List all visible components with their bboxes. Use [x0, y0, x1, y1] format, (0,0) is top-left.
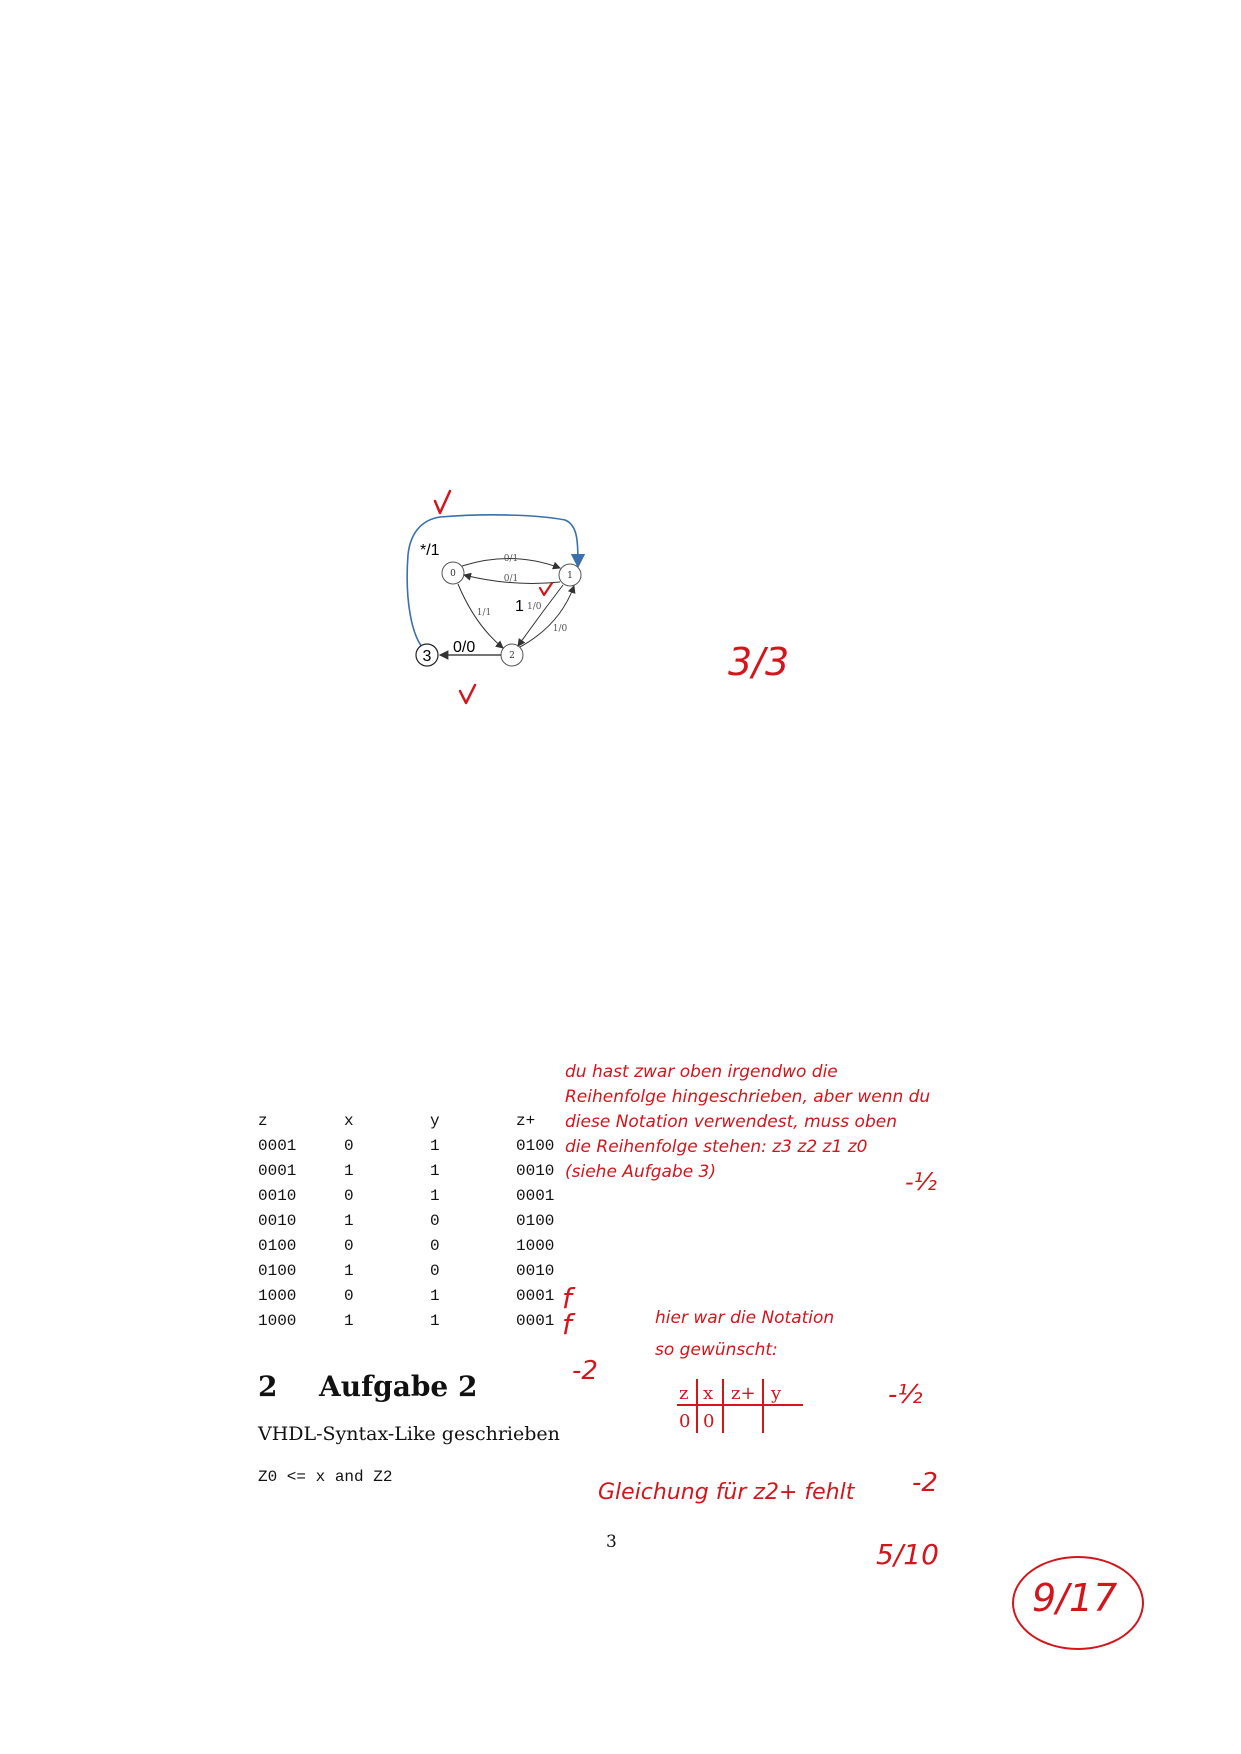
state-1 [559, 564, 581, 586]
table-cell: 0 [344, 1187, 354, 1205]
wrong-mark: f [562, 1308, 572, 1341]
state-diagram [380, 475, 710, 735]
svg-text:z+: z+ [731, 1383, 756, 1404]
deduction-equation: -2 [912, 1468, 938, 1498]
table-cell: 0 [344, 1287, 354, 1305]
total-score: 9/17 [1032, 1576, 1118, 1620]
table-header-cell: z [258, 1112, 268, 1130]
svg-text:0: 0 [679, 1411, 691, 1432]
check-mark-icon [460, 685, 475, 703]
svg-text:0: 0 [450, 569, 456, 579]
task-score: 5/10 [876, 1538, 939, 1571]
table-cell: 1000 [258, 1312, 297, 1330]
section-text: VHDL-Syntax-Like geschrieben [258, 1423, 560, 1445]
deduction-notation: -½ [905, 1168, 937, 1196]
comment-line: du hast zwar oben irgendwo die [565, 1062, 838, 1082]
state-2 [501, 644, 523, 666]
check-mark-icon [435, 491, 450, 513]
svg-text:3: 3 [422, 648, 432, 665]
table-cell: 1 [430, 1137, 440, 1155]
comment-line: Reihenfolge hingeschrieben, aber wenn du [565, 1087, 931, 1107]
label-2-1: 1/0 [552, 624, 568, 634]
table-cell: 0 [344, 1237, 354, 1255]
table-cell: 1 [344, 1262, 354, 1280]
transition-arrow-2-1 [520, 586, 574, 647]
annotation-1: 1 [515, 598, 524, 615]
diagram-score: 3/3 [728, 640, 790, 684]
label-0-2: 1/1 [476, 608, 492, 618]
table-cell: 0100 [516, 1137, 555, 1155]
table-header-cell: x [344, 1112, 354, 1130]
table-cell: 1 [430, 1162, 440, 1180]
mini-table-sketch [675, 1375, 815, 1437]
table-cell: 0001 [516, 1187, 555, 1205]
table-cell: 0 [344, 1137, 354, 1155]
table-cell: 0001 [516, 1287, 555, 1305]
table-cell: 1 [344, 1212, 354, 1230]
svg-text:z: z [679, 1383, 689, 1404]
table-cell: 1 [430, 1312, 440, 1330]
table-cell: 0 [430, 1237, 440, 1255]
state-3 [416, 644, 438, 666]
table-header-cell: y [430, 1112, 440, 1130]
table-cell: 0001 [258, 1137, 297, 1155]
comment-line: (siehe Aufgabe 3) [565, 1162, 717, 1182]
table-cell: 0001 [516, 1312, 555, 1330]
state-0 [442, 562, 464, 584]
svg-text:1: 1 [567, 571, 573, 581]
table-cell: 0100 [258, 1262, 297, 1280]
page-number: 3 [606, 1532, 617, 1552]
comment-hint [655, 1302, 834, 1366]
comment-line: diese Notation verwendest, muss oben [565, 1112, 897, 1132]
table-cell: 0100 [258, 1237, 297, 1255]
section-number: 2 [258, 1370, 278, 1403]
table-cell: 0010 [258, 1212, 297, 1230]
deduction-hint: -½ [888, 1380, 923, 1410]
label-3-1: */1 [420, 542, 440, 559]
svg-text:x: x [703, 1383, 714, 1404]
comment-notation [565, 1060, 930, 1185]
comment-line: hier war die Notation [655, 1308, 835, 1328]
table-cell: 0100 [516, 1212, 555, 1230]
table-cell: 1 [430, 1187, 440, 1205]
comment-line: die Reihenfolge stehen: z3 z2 z1 z0 [565, 1137, 868, 1157]
svg-text:0: 0 [703, 1411, 715, 1432]
label-1-2: 1/0 [527, 602, 542, 612]
table-cell: 1000 [258, 1287, 297, 1305]
label-1-0: 0/1 [503, 574, 519, 584]
table-cell: 0010 [258, 1187, 297, 1205]
table-cell: 1 [344, 1312, 354, 1330]
code-line: Z0 <= x and Z2 [258, 1468, 393, 1486]
section-heading [258, 1370, 477, 1403]
table-cell: 0010 [516, 1262, 555, 1280]
table-cell: 1 [344, 1162, 354, 1180]
table-cell: 1000 [516, 1237, 555, 1255]
svg-text:y: y [771, 1383, 782, 1404]
deduction-table: -2 [572, 1356, 598, 1386]
check-mark-icon [540, 583, 552, 595]
comment-line: so gewünscht: [655, 1340, 778, 1360]
table-cell: 0001 [258, 1162, 297, 1180]
transition-arrow-1-2 [518, 585, 563, 646]
wrong-mark: f [562, 1282, 572, 1315]
table-cell: 0 [430, 1212, 440, 1230]
label-2-3: 0/0 [453, 639, 476, 656]
table-cell: 0010 [516, 1162, 555, 1180]
svg-text:2: 2 [509, 651, 515, 661]
label-0-1: 0/1 [503, 554, 519, 564]
comment-equation: Gleichung für z2+ fehlt [598, 1480, 855, 1505]
table-cell: 1 [430, 1287, 440, 1305]
table-cell: 0 [430, 1262, 440, 1280]
table-header-cell: z+ [516, 1112, 536, 1130]
section-title: Aufgabe 2 [318, 1370, 478, 1403]
